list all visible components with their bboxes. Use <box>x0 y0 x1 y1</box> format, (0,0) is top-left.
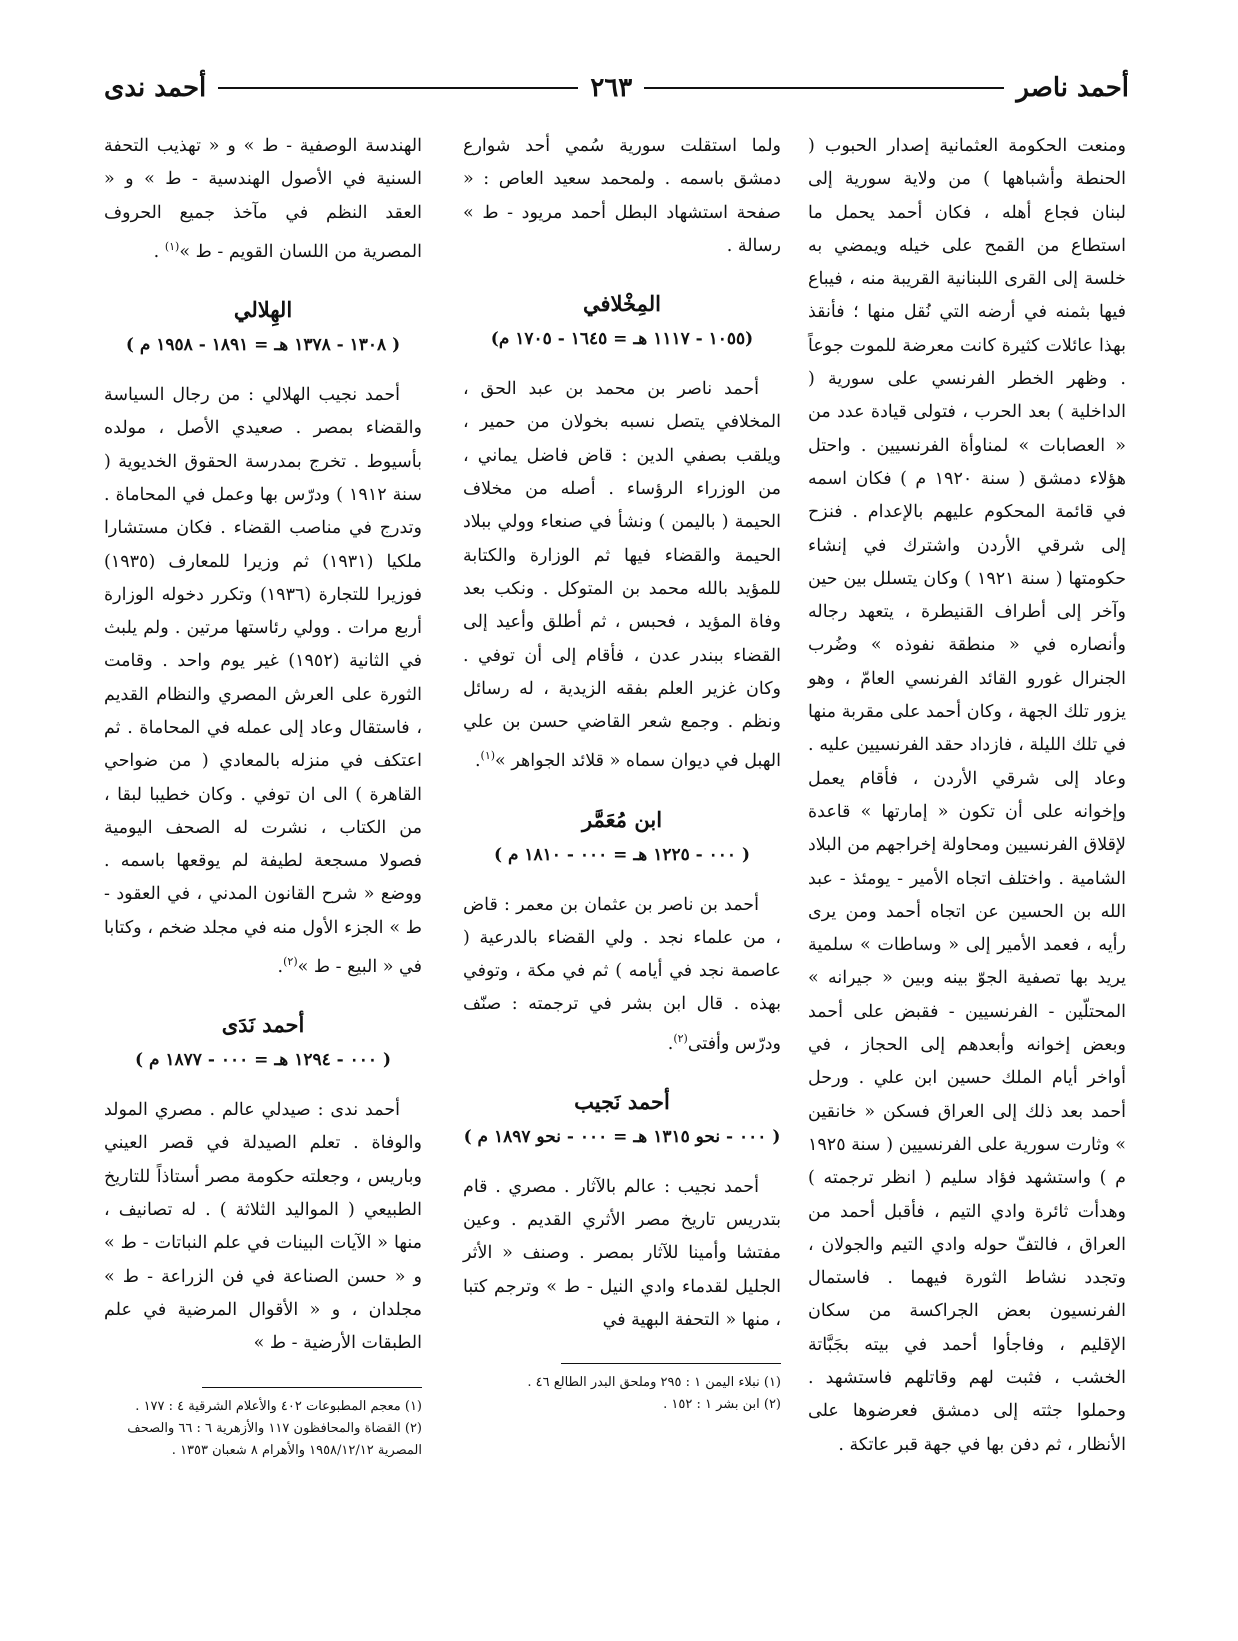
footnote-ref: (٢) <box>673 1031 688 1045</box>
footnote: (٢) ابن بشر ١ : ١٥٢ . <box>663 1397 781 1413</box>
middle-column <box>463 130 781 1416</box>
entry-text: أحمد بن ناصر بن عثمان بن معمر : قاض ، من علماء نجد . ولي القضاء بالدرعية ( عاصمة نجد في أيامه ) ثم في مكة ، وتوفي بهذه . قال ابن بشر في ترجمته : صنّف ودرّس وأفتى$^{(٢)}$. <box>463 894 781 1054</box>
paragraph: ولما استقلت سورية سُمي أحد شوارع دمشق باسمه . ولمحمد سعيد العاص : « صفحة استشهاد البطل أحمد مريود - ط » رسالة . <box>463 136 781 256</box>
entry-text: أحمد ناصر بن محمد بن عبد الحق ، المخلافي يتصل نسبه بخولان من حمير ، ويلقب بصفي الدين : قاض فاضل يماني ، من الوزراء الرؤساء . أصله من مخلاف الحيمة ( باليمن ) ونشأ في صنعاء وولي ببلاد الحيمة والقضاء فيها ثم الوزارة والكتابة للمؤيد بالله محمد بن المتوكل . ونكب بعد وفاة المؤيد ، فحبس ، ثم أطلق وأعيد إلى القضاء ببندر عدن ، فأقام إلى أن توفي . وكان غزير العلم بفقه الزيدية ، له رسائل ونظم . وجمع شعر القاضي حسن بن علي الهبل في ديوان سماه « قلائد الجواهر »$^{(١)}$. <box>463 379 781 772</box>
entry-dates: ( ١٣٠٨ - ١٣٧٨ هـ = ١٨٩١ - ١٩٥٨ م ) <box>125 335 401 356</box>
footnote-ref: (١) <box>480 749 496 763</box>
footnote-rule <box>561 1363 781 1364</box>
paragraph: ومنعت الحكومة العثمانية إصدار الحبوب ( الحنطة وأشباهها ) من ولاية سورية إلى لبنان فجاع أهله ، فكان أحمد يحمل ما استطاع من القمح على خيله ويمضي به خلسة إلى القرى اللبنانية القريبة منه ، فيباع فيها بثمنه في أرضه التي نُقل منها ؛ فأنقذ بهذا عائلات كثيرة كانت معرضة للموت جوعاً . وظهر الخطر الفرنسي على سورية ( الداخلية ) بعد الحرب ، فتولى قيادة عدد من « العصابات » لمناوأة الفرنسيين . واحتل هؤلاء دمشق ( سنة ١٩٢٠ م ) فكان اسمه في قائمة المحكوم عليهم بالإعدام . فنزح إلى شرقي الأردن واشترك في إنشاء حكومتها ( سنة ١٩٢١ ) وكان يتسلل بين حين وآخر إلى أطراف القنيطرة ، يتعهد رجاله وأنصاره في « منطقة نفوذه » وضُرب الجنرال غورو القائد الفرنسي العامّ ، وهو يزور تلك الجهة ، وكان أحمد على مقربة منها في تلك الليلة ، فازداد حقد الفرنسيين عليه . وعاد إلى شرقي الأردن ، فأقام يعمل وإخوانه على أن تكون « إمارتها » قاعدة لإقلاق الفرنسيين ومحاولة إخراجهم من البلاد الشامية . واختلف اتجاه الأمير - يومئذ - عبد الله بن الحسين عن اتجاه أحمد ومن يرى رأيه ، فعمد الأمير إلى « وساطات » سلمية يريد بها تصفية الجوّ بينه وبين « جيرانه » المحتلّين - الفرنسيين - فقبض على أحمد وبعض إخوانه وأبعدهم إلى الحجاز ، في أواخر أيام الملك حسين ابن علي . ورحل أحمد بعد ذلك إلى العراق فسكن « خانقين » وثارت سورية على الفرنسيين ( سنة ١٩٢٥ م ) واستشهد فؤاد سليم ( انظر ترجمته ) وهدأت ثائرة وادي التيم ، فأقبل أحمد من العراق ، فالتفّ حوله وادي التيم والجولان ، وتجدد نشاط الثورة فيهما . فاستمال الفرنسيون بعض الجراكسة من سكان الإقليم ، وفاجأوا أحمد في بيته بجَبَّاتة الخشب ، فثبت لهم وقاتلهم فاستشهد . وحملوا جثته إلى دمشق فعرضوها على الأنظار ، ثم دفن بها في جهة قبر عاتكة . <box>808 136 1127 1455</box>
footnote-ref: (٢) <box>283 955 298 969</box>
page-header <box>104 68 1129 108</box>
header-rule-right <box>644 87 1004 89</box>
left-column <box>104 130 422 1462</box>
entry-title: ابن مُعَمَّر <box>581 806 663 832</box>
footnote: (١) نبلاء اليمن ١ : ٢٩٥ وملحق البدر الطالع ٤٦ . <box>527 1375 781 1391</box>
page-number: ٢٦٣ <box>590 73 633 103</box>
header-left-name: أحمد ندى <box>104 73 207 103</box>
entry-dates: ( ٠٠٠ - ١٢٢٥ هـ = ٠٠٠ - ١٨١٠ م ) <box>493 844 750 865</box>
footnote: (٢) القضاة والمحافظون ١١٧ والأزهرية ٦ : ٦٦ والصحف المصرية ١٩٥٨/١٢/١٢ والأهرام ٨ شعبان ١٣٥٣ . <box>127 1420 422 1458</box>
entry-body: أحمد ناصر بن محمد بن عبد الحق ، المخلافي يتصل نسبه بخولان من حمير ، ويلقب بصفي الدين : قاض فاضل يماني ، من الوزراء الرؤساء . أصله من مخلاف الحيمة ( باليمن ) ونشأ في صنعاء وولي ببلاد الحيمة والقضاء فيها ثم الوزارة والكتابة للمؤيد بالله محمد بن المتوكل . ونكب بعد وفاة المؤيد ، فحبس ، ثم أطلق وأعيد إلى القضاء ببندر عدن ، فأقام إلى أن توفي . وكان غزير العلم بفقه الزيدية ، له رسائل ونظم . وجمع شعر القاضي حسن بن علي الهبل في ديوان سماه « قلائد الجواهر » <box>463 379 781 772</box>
entry-title: أحمد نَجيب <box>574 1088 670 1114</box>
entry-dates: ( ٠٠٠ - ١٢٩٤ هـ = ٠٠٠ - ١٨٧٧ م ) <box>134 1050 391 1071</box>
entry-title: أحمد نَدَى <box>221 1012 305 1038</box>
header-rule-left <box>218 87 578 89</box>
footnote: (١) معجم المطبوعات ٤٠٢ والأعلام الشرقية ٤ : ١٧٧ . <box>135 1398 422 1414</box>
footnote-rule <box>202 1387 422 1388</box>
entry-body: أحمد نجيب الهلالي : من رجال السياسة والقضاء بمصر . صعيدي الأصل ، مولده بأسيوط . تخرج بمدرسة الحقوق الخديوية ( سنة ١٩١٢ ) ودرّس بها وعمل في المحاماة . وتدرج في مناصب القضاء . فكان مستشارا ملكيا (١٩٣١) ثم وزيرا للمعارف (١٩٣٥) فوزيرا للتجارة (١٩٣٦) وتكرر دخوله الوزارة أربع مرات . وولي رئاستها مرتين . ولم يلبث في الثانية (١٩٥٢) غير يوم واحد . وقامت الثورة على العرش المصري والنظام القديم ، فاستقال وعاد إلى عمله في المحاماة . ثم اعتكف في منزله بالمعادي ( من ضواحي القاهرة ) الى ان توفي . وكان خطيبا لبقا ، من الكتاب ، نشرت له الصحف اليومية فصولا مسجعة لطيفة لم يوقعها باسمه . ووضع « شرح القانون المدني ، في العقود - ط » الجزء الأول منه في مجلد ضخم ، وكتابا في « البيع - ط » <box>104 385 423 977</box>
entry-text: أحمد نجيب : عالم بالآثار . مصري . قام بتدريس تاريخ مصر الأثري القديم . وعين مفتشا وأمينا للآثار بمصر . وصنف « الأثر الجليل لقدماء وادي النيل - ط » وترجم كتبا ، منها « التحفة البهية في <box>463 1176 781 1331</box>
header-right-name: أحمد ناصر <box>1016 73 1129 103</box>
entry-dates: ( ٠٠٠ - نحو ١٣١٥ هـ = ٠٠٠ - نحو ١٨٩٧ م ) <box>463 1126 781 1147</box>
entry-dates: (١٠٥٥ - ١١١٧ هـ = ١٦٤٥ - ١٧٠٥ م) <box>490 329 754 350</box>
entry-text: أحمد نجيب الهلالي : من رجال السياسة والقضاء بمصر . صعيدي الأصل ، مولده بأسيوط . تخرج بمدرسة الحقوق الخديوية ( سنة ١٩١٢ ) ودرّس بها وعمل في المحاماة . وتدرج في مناصب القضاء . فكان مستشارا ملكيا (١٩٣١) ثم وزيرا للمعارف (١٩٣٥) فوزيرا للتجارة (١٩٣٦) وتكرر دخوله الوزارة أربع مرات . وولي رئاستها مرتين . ولم يلبث في الثانية (١٩٥٢) غير يوم واحد . وقامت الثورة على العرش المصري والنظام القديم ، فاستقال وعاد إلى عمله في المحاماة . ثم اعتكف في منزله بالمعادي ( من ضواحي القاهرة ) الى ان توفي . وكان خطيبا لبقا ، من الكتاب ، نشرت له الصحف اليومية فصولا مسجعة لطيفة لم يوقعها باسمه . ووضع « شرح القانون المدني ، في العقود - ط » الجزء الأول منه في مجلد ضخم ، وكتابا في « البيع - ط »$^{(٢)}$. <box>104 385 423 977</box>
paragraph-body: الهندسة الوصفية - ط » و « تهذيب التحفة السنية في الأصول الهندسية - ط » و « العقد النظم في مآخذ جميع الحروف المصرية من اللسان القويم - ط » <box>104 136 422 262</box>
entry-body: أحمد بن ناصر بن عثمان بن معمر : قاض ، من علماء نجد . ولي القضاء بالدرعية ( عاصمة نجد في أيامه ) ثم في مكة ، وتوفي بهذه . قال ابن بشر في ترجمته : صنّف ودرّس وأفتى <box>463 894 781 1054</box>
right-column <box>808 130 1126 1462</box>
entry-text: أحمد ندى : صيدلي عالم . مصري المولد والوفاة . تعلم الصيدلة في قصر العيني وباريس ، وجعلته حكومة مصر أستاذاً للتاريخ الطبيعي ( المواليد الثلاثة ) . له تصانيف ، منها « الآيات البينات في علم النباتات - ط » و « حسن الصناعة في فن الزراعة - ط » مجلدان ، و « الأقوال المرضية في علم الطبقات الأرضية - ط » <box>104 1100 422 1354</box>
entry-title: المِخْلافي <box>582 291 661 317</box>
entry-title: الهِلالي <box>233 297 293 323</box>
paragraph: الهندسة الوصفية - ط » و « تهذيب التحفة السنية في الأصول الهندسية - ط » و « العقد النظم في مآخذ جميع الحروف المصرية من اللسان القويم - ط »$^{(١)}$ . <box>104 136 422 262</box>
footnote-ref: (١) <box>164 239 180 253</box>
